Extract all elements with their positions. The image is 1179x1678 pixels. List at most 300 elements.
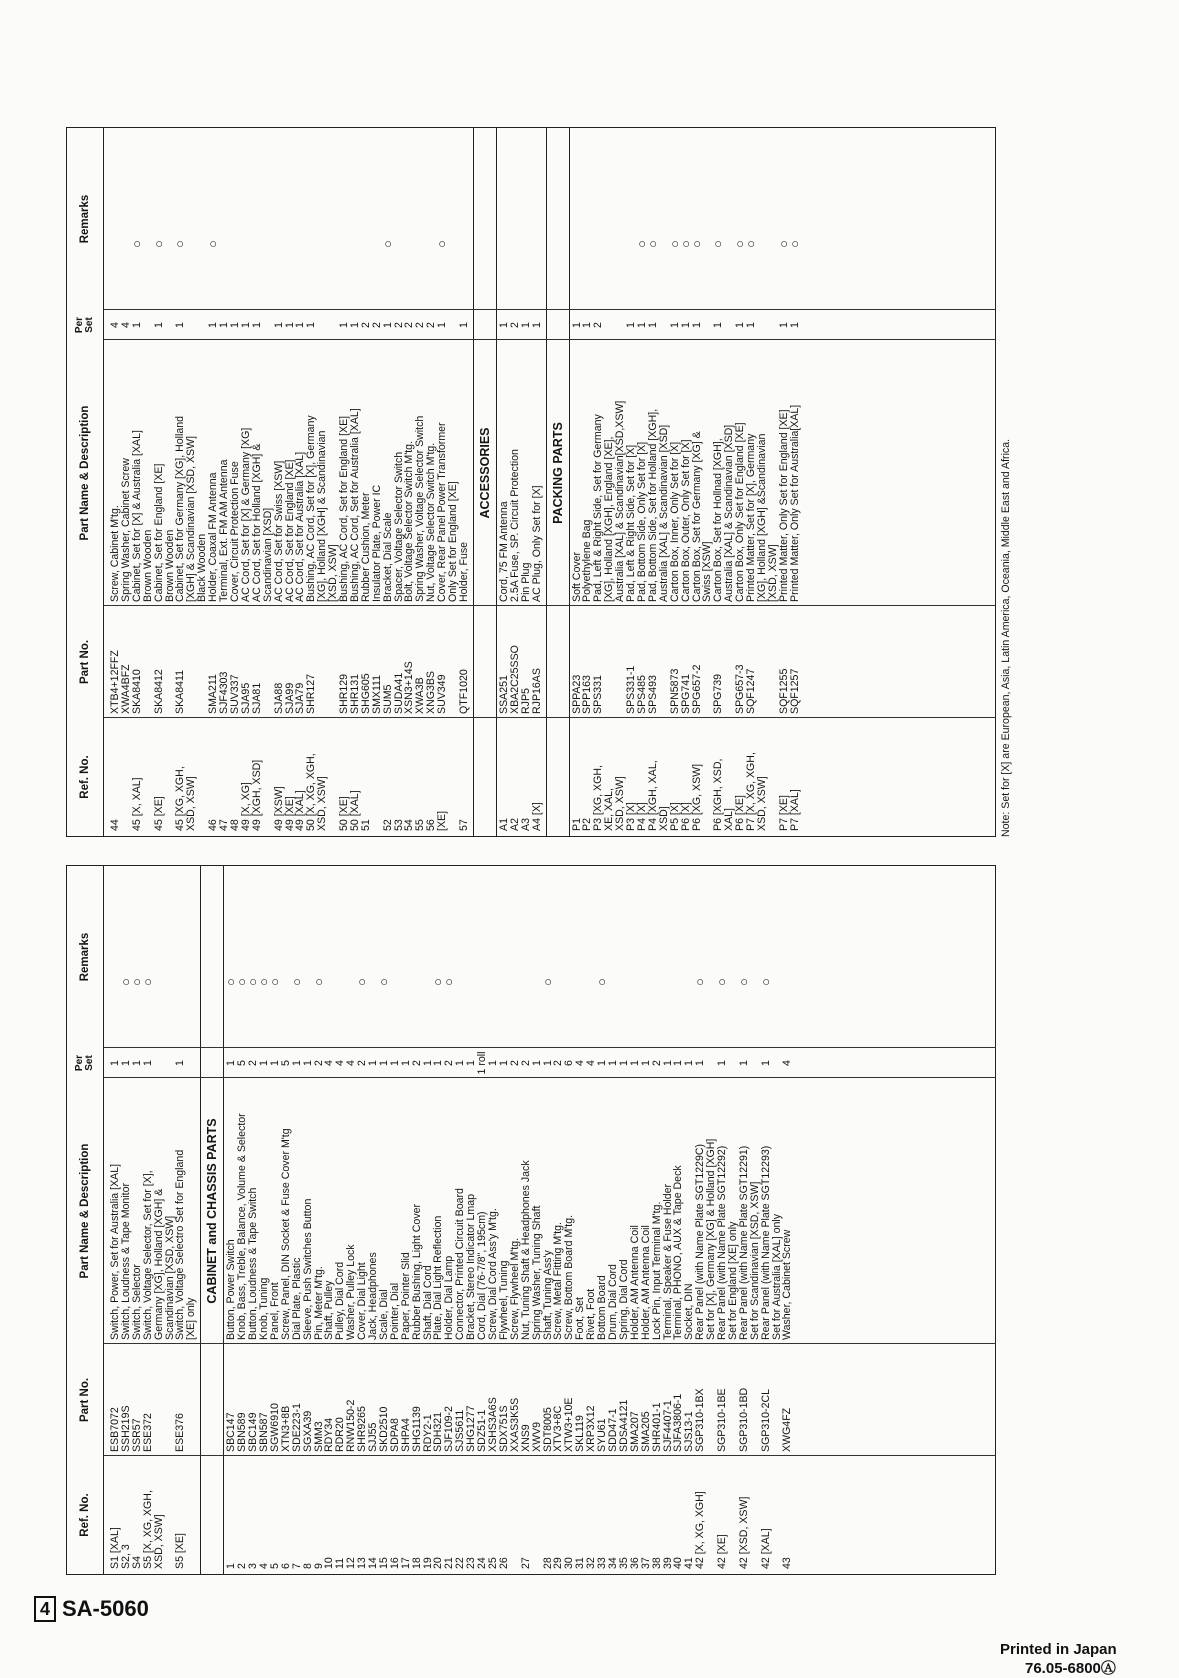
ref-no-cell: 19: [421, 1557, 434, 1569]
description-cell: Washer, Cabinet Screw: [781, 1229, 794, 1340]
description-cell: Switch, Selector: [130, 1264, 143, 1340]
remarks-cell: [110, 866, 121, 1048]
header-remarks: Remarks: [78, 194, 91, 244]
table-row: [335, 866, 346, 1574]
ref-no-cell: 45 [X, XAL]: [130, 777, 143, 831]
description-cell: Rear Panel (with Name Plate SGT12293) Set for Australia [XAL] only: [759, 1145, 783, 1340]
part-no-cell: XSHS3A6S: [487, 1397, 499, 1452]
description-cell: Switch, Power, Set for Australia [XAL]: [109, 1163, 121, 1340]
description-cell: Rear Panel (with Name Plate SGT12291) Set for Scandinavian [XSD, XSW]: [737, 1145, 761, 1340]
remarks-cell: [350, 128, 361, 310]
part-no-cell: SGP310-1BD: [737, 1387, 750, 1452]
per-set-cell: 2: [592, 322, 605, 328]
table-row: [652, 866, 663, 1574]
description-cell: Flywheel, Tuning: [497, 1260, 510, 1340]
description-cell: Insulator Plate, Power IC: [370, 484, 383, 602]
per-set-cell: 1: [661, 1060, 674, 1066]
ref-no-cell: 50 [X, XG, XGH, XSD, XSW]: [305, 753, 329, 831]
part-no-cell: SKA8410: [130, 669, 143, 714]
section-header-accessories: [473, 128, 497, 836]
ref-no-cell: 35: [617, 1557, 630, 1569]
ref-no-cell: 36: [628, 1557, 641, 1569]
table-row: [139, 866, 176, 1574]
description-cell: Lock Pin, Input Terminal M'tg.: [650, 1201, 663, 1340]
part-no-cell: SHR9265: [356, 1406, 369, 1452]
per-set-cell: 1: [497, 1060, 510, 1066]
part-no-cell: SBN589: [236, 1412, 249, 1452]
per-set-cell: 1: [606, 1060, 619, 1066]
per-set-cell: 1: [283, 322, 296, 328]
part-no-cell: SUV337: [228, 674, 241, 714]
description-cell: Nut, Tuning Shaft & Headphones Jack: [519, 1160, 532, 1340]
remarks-cell: [575, 866, 586, 1048]
part-no-cell: SGXA39: [301, 1410, 314, 1452]
remarks-cell: [230, 128, 241, 310]
ref-no-cell: 31: [574, 1557, 587, 1569]
description-cell: Holder, Fuse: [458, 541, 470, 602]
ref-no-cell: P2: [581, 818, 594, 831]
per-set-cell: 1: [777, 322, 790, 328]
footnote: Note: Set for [X] are European, Asia, Latin America, Oceania, Middle East and Africa.: [1000, 438, 1012, 837]
ref-no-cell: A1: [497, 818, 510, 831]
description-cell: Rear Panel (with Name Plate SGT12292) Set for England [XE] only: [716, 1145, 739, 1340]
description-cell: Pad, Left & Right Side, Set for [X]: [625, 444, 638, 602]
description-cell: Spring Washer, Tuning Shaft: [530, 1205, 543, 1340]
table-row: [782, 866, 793, 1574]
remarks-cell: ○: [255, 978, 271, 986]
per-set-cell: 1: [458, 322, 470, 328]
ref-no-cell: 47: [218, 819, 231, 831]
per-set-cell: 2: [403, 322, 416, 328]
table-row: [368, 866, 379, 1574]
part-no-cell: SJF4303: [218, 671, 231, 714]
remarks-cell: [564, 866, 575, 1048]
ref-no-cell: P5 [X]: [668, 802, 681, 831]
ref-no-cell: 40: [672, 1557, 685, 1569]
remarks-cell: ○: [441, 978, 457, 986]
per-set-cell: 1: [639, 1060, 652, 1066]
per-set-cell: 4: [345, 1060, 358, 1066]
description-cell: Spacer, Voltage Selector Switch: [392, 451, 405, 602]
part-no-cell: SDZ51-1: [476, 1409, 489, 1452]
table-row: [128, 128, 154, 836]
ref-no-cell: 29: [552, 1557, 565, 1569]
remarks-cell: [303, 866, 314, 1048]
description-cell: Printed Matter, Only Set for Australia[XAL]: [788, 404, 801, 602]
part-no-cell: XBA2C25SSO: [508, 645, 521, 714]
description-cell: Screw, Metal Fitting M'tg.: [552, 1222, 565, 1340]
part-no-cell: SPS493: [646, 675, 659, 714]
ref-no-cell: 53: [392, 819, 405, 831]
table-row: [303, 866, 314, 1574]
per-set-cell: 1: [421, 1060, 434, 1066]
part-no-cell: SMM3: [312, 1421, 325, 1452]
per-set-cell: 1: [454, 1060, 467, 1066]
table-row: [117, 866, 133, 1574]
remarks-cell: [219, 128, 230, 310]
description-cell: Cover, Rear Panel Power Transformer Only Set for England [XE]: [436, 422, 460, 602]
table-row: [735, 866, 761, 1574]
description-cell: Switch, Voltage Selector, Set for [X], Germany [XG], Holland [XGH] & Scandinavian [XSD, XSW]: [141, 1170, 176, 1340]
per-set-cell: 1: [130, 322, 143, 328]
part-no-cell: SPG657-3: [734, 664, 747, 714]
per-set-cell: 1: [174, 1060, 187, 1066]
table-row: [252, 128, 274, 836]
header-remarks: Remarks: [78, 932, 91, 982]
remarks-cell: ○: [434, 240, 450, 248]
description-cell: AC Cord, Set for [X] & Germany [XG]: [239, 427, 252, 602]
table-row: [564, 866, 575, 1574]
part-no-cell: SJA95: [239, 682, 252, 714]
description-cell: Button, Power Switch: [225, 1239, 238, 1340]
parts-table-left: [66, 865, 996, 1575]
remarks-cell: [586, 866, 597, 1048]
description-cell: Bushing, AC Cord, Set for Australia [XAL]: [348, 408, 361, 602]
part-no-cell: SQF1255: [777, 668, 790, 714]
remarks-cell: ○: [677, 240, 693, 248]
per-set-cell: 1: [712, 322, 725, 328]
table-row: [430, 866, 446, 1574]
ref-no-cell: 6: [279, 1563, 292, 1569]
table-body: [104, 866, 996, 1574]
description-cell: Shaft, Dial Cord: [421, 1265, 434, 1340]
per-set-cell: 1: [734, 322, 747, 328]
description-cell: Washer, Pulley Lock: [345, 1244, 358, 1340]
part-no-cell: RJP5: [519, 688, 532, 714]
description-cell: Knob, Bass, Treble, Balance, Volume & Selector: [236, 1113, 249, 1340]
header-part-no: Part No.: [78, 1377, 91, 1423]
remarks-cell: [241, 128, 252, 310]
per-set-cell: 5: [236, 1060, 249, 1066]
ref-no-cell: 13: [356, 1557, 369, 1569]
remarks-cell: ○: [743, 240, 759, 248]
part-no-cell: XRP3X12: [585, 1405, 598, 1452]
remarks-cell: [510, 866, 521, 1048]
per-set-cell: 2: [508, 1060, 521, 1066]
part-no-cell: SMA211: [207, 674, 220, 714]
part-no-cell: RDY2-1: [421, 1414, 434, 1452]
header-part-no: Part No.: [78, 639, 91, 685]
table-row: [521, 128, 532, 836]
part-no-cell: SJJ55: [367, 1422, 380, 1452]
per-set-cell: 1: [338, 322, 351, 328]
table-row: [510, 128, 521, 836]
description-cell: Pad, Bottom Side, Only Set for [X]: [635, 441, 648, 602]
per-set-cell: 1: [381, 322, 394, 328]
per-set-cell: 4: [781, 1060, 794, 1066]
remarks-cell: [295, 128, 306, 310]
ref-no-cell: 12: [345, 1557, 358, 1569]
switch-parts-rows: [110, 866, 197, 1574]
description-cell: Switch, Voltage Selectro Set for England [XE] only: [174, 1149, 198, 1340]
section-title: ACCESSORIES: [477, 427, 492, 519]
ref-no-cell: P7 [X, XG, XGH, XSD, XSW]: [745, 752, 768, 831]
remarks-cell: ○: [172, 240, 188, 248]
per-set-cell: 2: [370, 322, 383, 328]
per-set-cell: 1: [581, 322, 594, 328]
per-set-cell: 2: [356, 1060, 369, 1066]
part-no-cell: SPS331-1: [625, 665, 638, 714]
per-set-cell: 4: [585, 1060, 598, 1066]
remarks-cell: ○: [245, 978, 261, 986]
part-no-cell: SGP310-1BE: [716, 1388, 729, 1452]
table-row: [572, 128, 583, 836]
remarks-cell: [455, 866, 466, 1048]
remarks-cell: [281, 866, 292, 1048]
table-row: [539, 866, 555, 1574]
part-no-cell: SPS485: [635, 675, 648, 714]
ref-no-cell: 50 [XE]: [338, 796, 351, 831]
ref-no-cell: A4 [X]: [530, 802, 543, 831]
print-code-mark: Ⓐ: [1100, 1660, 1116, 1677]
header-per-set: Per Set: [74, 316, 95, 334]
remarks-cell: [499, 866, 510, 1048]
table-row: [786, 128, 802, 836]
per-set-cell: 1: [290, 1060, 303, 1066]
table-row: [375, 866, 391, 1574]
per-set-cell: 1: [301, 1060, 314, 1066]
ref-no-cell: 37: [639, 1557, 652, 1569]
part-no-cell: SYU61: [596, 1418, 609, 1452]
remarks-cell: ○: [223, 978, 239, 986]
header-description: Part Name & Description: [78, 1143, 91, 1279]
description-cell: Polyethylene Bag: [581, 519, 594, 602]
part-no-cell: SHPA4: [399, 1418, 412, 1452]
description-cell: Foot, Set: [574, 1297, 587, 1340]
remarks-cell: [593, 128, 626, 310]
per-set-cell: 1: [388, 1060, 401, 1066]
part-no-cell: RNW150-2: [345, 1399, 358, 1452]
part-no-cell: RJP16AS: [530, 668, 543, 714]
per-set-cell: 1: [646, 322, 659, 328]
per-set-cell: 1: [268, 1060, 281, 1066]
description-cell: Nut, Voltage Selector Switch M'tg.: [425, 442, 438, 602]
remarks-cell: ○: [150, 240, 166, 248]
remarks-cell: [782, 866, 793, 1048]
description-cell: Scale, Dial: [377, 1289, 390, 1340]
table-row: [594, 866, 610, 1574]
remarks-cell: ○: [735, 978, 751, 986]
per-set-cell: 2: [410, 1060, 423, 1066]
remarks-cell: ○: [266, 978, 282, 986]
ref-no-cell: [532, 1456, 543, 1574]
page-identifier: [34, 1596, 149, 1622]
part-no-cell: SPPA23: [570, 674, 583, 714]
description-cell: Terminal, PHONO, AUX & Tape Deck: [672, 1165, 685, 1340]
remarks-cell: [368, 866, 379, 1048]
per-set-cell: 1: [174, 322, 187, 328]
per-set-cell: 1 roll: [476, 1051, 489, 1075]
ref-no-cell: P3 [X]: [625, 802, 638, 831]
ref-no-cell: [XE]: [436, 810, 449, 831]
remarks-cell: ○: [234, 978, 250, 986]
table-row: [532, 866, 543, 1574]
per-set-cell: 1: [109, 1060, 121, 1066]
part-no-cell: SHG1139: [410, 1406, 423, 1452]
remarks-cell: [361, 128, 372, 310]
remarks-cell: ○: [139, 978, 155, 986]
cabinet-parts-rows: [110, 128, 470, 836]
print-code: [1000, 1659, 1170, 1678]
remarks-cell: [285, 128, 296, 310]
remarks-cell: [532, 128, 543, 310]
per-set-cell: 2: [425, 322, 438, 328]
per-set-cell: 1: [257, 1060, 270, 1066]
part-no-cell: SMA205: [639, 1411, 652, 1452]
table-row: [575, 866, 586, 1574]
remarks-cell: ○: [310, 978, 326, 986]
ref-no-cell: 25: [487, 1557, 499, 1569]
remarks-cell: [404, 128, 415, 310]
ref-no-cell: 5: [268, 1563, 281, 1569]
ref-no-cell: S5 [XE]: [174, 1533, 187, 1569]
ref-no-cell: A2: [508, 818, 521, 831]
ref-no-cell: 44: [109, 819, 121, 831]
table-row: [350, 128, 361, 836]
remarks-cell: [412, 866, 423, 1048]
remarks-cell: ○: [666, 240, 682, 248]
table-row: [354, 866, 370, 1574]
per-set-cell: 1: [683, 1060, 696, 1066]
part-no-cell: SUV349: [436, 674, 449, 714]
ref-no-cell: P7 [XAL]: [788, 789, 801, 831]
part-no-cell: SMA207: [628, 1411, 641, 1452]
description-cell: AC Cord, Set for Holland [XGH] & Scandinavian [XSD]: [250, 443, 274, 602]
remarks-cell: ○: [775, 240, 791, 248]
description-cell: Cover, Dial Light: [356, 1262, 369, 1340]
remarks-cell: ○: [710, 240, 726, 248]
ref-no-cell: 30: [563, 1557, 576, 1569]
ref-no-cell: 17: [399, 1557, 412, 1569]
ref-no-cell: 50 [XAL]: [348, 790, 361, 831]
description-cell: 2.5A Fuse, SP. Circuit Protection: [508, 449, 521, 602]
ref-no-cell: 49 [X, XG]: [239, 782, 252, 831]
ref-no-cell: 43: [781, 1557, 794, 1569]
per-set-cell: 1: [530, 322, 543, 328]
table-body: [104, 128, 996, 836]
description-cell: Shaft, Pulley: [323, 1280, 336, 1340]
remarks-cell: ○: [644, 240, 660, 248]
table-row: [434, 128, 460, 836]
remarks-cell: [121, 128, 132, 310]
description-cell: Bracket, Dial Scale: [381, 512, 394, 602]
remarks-cell: [335, 866, 346, 1048]
per-set-cell: 1: [679, 322, 692, 328]
header-ref-no: Ref. No.: [78, 1493, 91, 1537]
remarks-cell: [401, 866, 412, 1048]
table-row: [714, 866, 739, 1574]
remarks-cell: [346, 866, 357, 1048]
part-no-cell: SJA88: [272, 682, 285, 714]
part-no-cell: QTF1020: [458, 669, 470, 714]
remarks-cell: [619, 866, 630, 1048]
ref-no-cell: 42 [XAL]: [759, 1528, 772, 1569]
description-cell: Panel, Front: [268, 1282, 281, 1340]
ref-no-cell: 39: [661, 1557, 674, 1569]
per-set-cell: 1: [690, 322, 703, 328]
per-set-cell: 1: [465, 1060, 478, 1066]
description-cell: Knob, Tuning: [257, 1277, 270, 1340]
remarks-cell: [466, 866, 477, 1048]
ref-no-cell: 42 [XSD, XSW]: [737, 1496, 750, 1569]
per-set-cell: 1: [570, 322, 583, 328]
per-set-cell: 1: [497, 322, 510, 328]
section-header-cabinet: [200, 866, 224, 1574]
description-cell: Pad, Left & Right Side, Set for Germany [XG], Holland [XGH], England [XE], Australia [XAL] & Scandinavian[XSD,XSW]: [592, 400, 627, 602]
ref-no-cell: P3 [XG, XGH, XE, XAL, XSD, XSW]: [592, 765, 627, 831]
description-cell: Spring Washer, Cabinet Screw: [119, 458, 132, 602]
table-row: [666, 128, 682, 836]
ref-no-cell: 48: [228, 819, 241, 831]
part-no-cell: ESB7072: [109, 1407, 121, 1452]
ref-no-cell: 11: [334, 1558, 347, 1569]
part-no-cell: SHR131: [348, 673, 361, 714]
part-no-cell: SJS13-1: [683, 1411, 696, 1452]
per-set-cell: 1: [617, 1060, 630, 1066]
description-cell: Screw, Bottom Board M'tg.: [563, 1214, 576, 1340]
part-no-cell: SGW6910: [268, 1403, 281, 1452]
remarks-cell: [608, 866, 619, 1048]
per-set-cell: 1: [635, 322, 648, 328]
table-row: [245, 866, 261, 1574]
ref-no-cell: P4 [X]: [635, 802, 648, 831]
remarks-cell: [426, 128, 437, 310]
table-row: [499, 866, 510, 1574]
model-number: SA-5060: [62, 1596, 149, 1621]
remarks-cell: [459, 128, 470, 310]
ref-no-cell: 14: [367, 1557, 380, 1569]
table-row: [346, 866, 357, 1574]
description-cell: Carton Box, Set for Hollnad [XGH], Australia [XAL] & Scandinavian [XSD]: [712, 424, 736, 602]
table-row: [586, 866, 597, 1574]
description-cell: Bushing, AC Cord, Set for England [XE]: [338, 415, 351, 602]
remarks-cell: [415, 128, 426, 310]
per-set-cell: 1: [716, 1060, 729, 1066]
per-set-cell: 2: [359, 322, 372, 328]
description-cell: Shaft, Tuning Ass'y: [541, 1250, 554, 1340]
remarks-cell: [521, 128, 532, 310]
description-cell: Rivet, Foot: [585, 1288, 598, 1340]
description-cell: Pad, Bottom Side, Set for Holland [XGH], Australia [XAL] & Scandinavian [XSD]: [646, 408, 670, 602]
header-ref-no: Ref. No.: [78, 755, 91, 799]
remarks-cell: [652, 866, 663, 1048]
remarks-cell: ○: [633, 240, 649, 248]
per-set-cell: 1: [119, 1060, 132, 1066]
part-no-cell: XNS9: [519, 1424, 532, 1452]
part-no-cell: SHR129: [338, 673, 351, 714]
header-description: Part Name & Description: [78, 405, 91, 541]
ref-no-cell: S4: [130, 1556, 143, 1569]
table-row: [619, 866, 630, 1574]
ref-no-cell: 28: [541, 1557, 554, 1569]
per-set-cell: 1: [530, 1060, 543, 1066]
ref-no-cell: 42 [XE]: [716, 1534, 729, 1569]
remarks-cell: ○: [354, 978, 370, 986]
part-no-cell: SJA81: [250, 682, 263, 714]
description-cell: Cover, Circuit Protection Fuse: [228, 461, 241, 602]
ref-no-cell: 49 [XAL]: [294, 790, 307, 831]
ref-no-cell: 16: [388, 1557, 401, 1569]
table-row: [288, 866, 304, 1574]
remarks-cell: ○: [688, 240, 704, 248]
description-cell: AC Cord, Set for Swiss [XSW]: [272, 460, 285, 602]
ref-no-cell: 1: [225, 1563, 238, 1569]
description-cell: Paper, Pointer Slid: [399, 1252, 412, 1340]
remarks-cell: ○: [117, 978, 133, 986]
remarks-cell: [521, 866, 532, 1048]
per-set-cell: 1: [759, 1060, 772, 1066]
description-cell: Spring, Dial Cord: [617, 1259, 630, 1340]
